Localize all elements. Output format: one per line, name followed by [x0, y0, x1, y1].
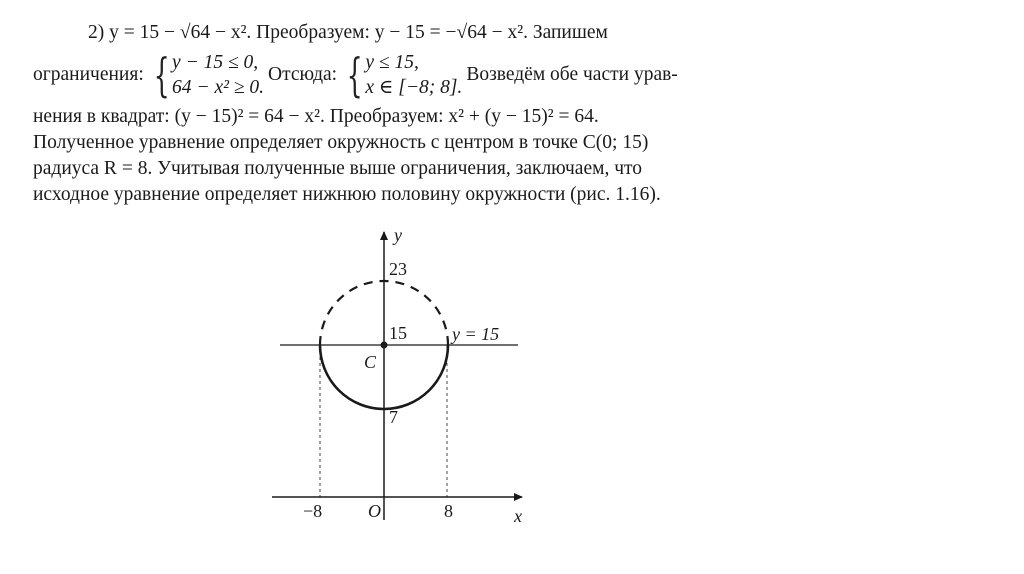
- text-line-3-content: нения в квадрат: (y − 15)² = 64 − x². Преобразуем: x² + (y − 15)² = 64.: [33, 106, 599, 127]
- axis-y-label: y: [394, 225, 402, 245]
- text-line-2-tail: Возведём обе части урав-: [466, 64, 678, 85]
- text-line-4-content: Полученное уравнение определяет окружность с центром в точке C(0; 15): [33, 132, 649, 153]
- center-point: [381, 342, 388, 349]
- text-line-5-content: радиуса R = 8. Учитывая полученные выше ограничения, заключаем, что: [33, 158, 643, 179]
- origin-label: O: [368, 501, 381, 521]
- y-label-23: 23: [389, 259, 407, 279]
- system-row: x ∈ [−8; 8].: [365, 77, 463, 98]
- text-line-1-content: 2) y = 15 − √64 − x². Преобразуем: y − 15 = −√64 − x². Запишем: [88, 22, 608, 43]
- x-tick-label-pos: 8: [444, 501, 453, 521]
- system-row: y ≤ 15,: [365, 52, 419, 73]
- y-label-15: 15: [389, 323, 407, 343]
- system-row: y − 15 ≤ 0,: [172, 52, 259, 73]
- text-line-6-content: исходное уравнение определяет нижнюю половину окружности (рис. 1.16).: [33, 184, 661, 205]
- brace-icon: {: [346, 48, 363, 102]
- y-label-7: 7: [389, 407, 398, 427]
- line-y15-label: y = 15: [452, 324, 500, 344]
- axis-x-label: x: [514, 506, 522, 526]
- hence-label: Отсюда:: [268, 64, 338, 85]
- system-row: 64 − x² ≥ 0.: [172, 77, 265, 98]
- x-tick-label-neg: −8: [303, 501, 323, 521]
- center-label: C: [364, 352, 377, 372]
- constraints-label: ограничения:: [33, 64, 144, 85]
- brace-icon: {: [153, 48, 170, 102]
